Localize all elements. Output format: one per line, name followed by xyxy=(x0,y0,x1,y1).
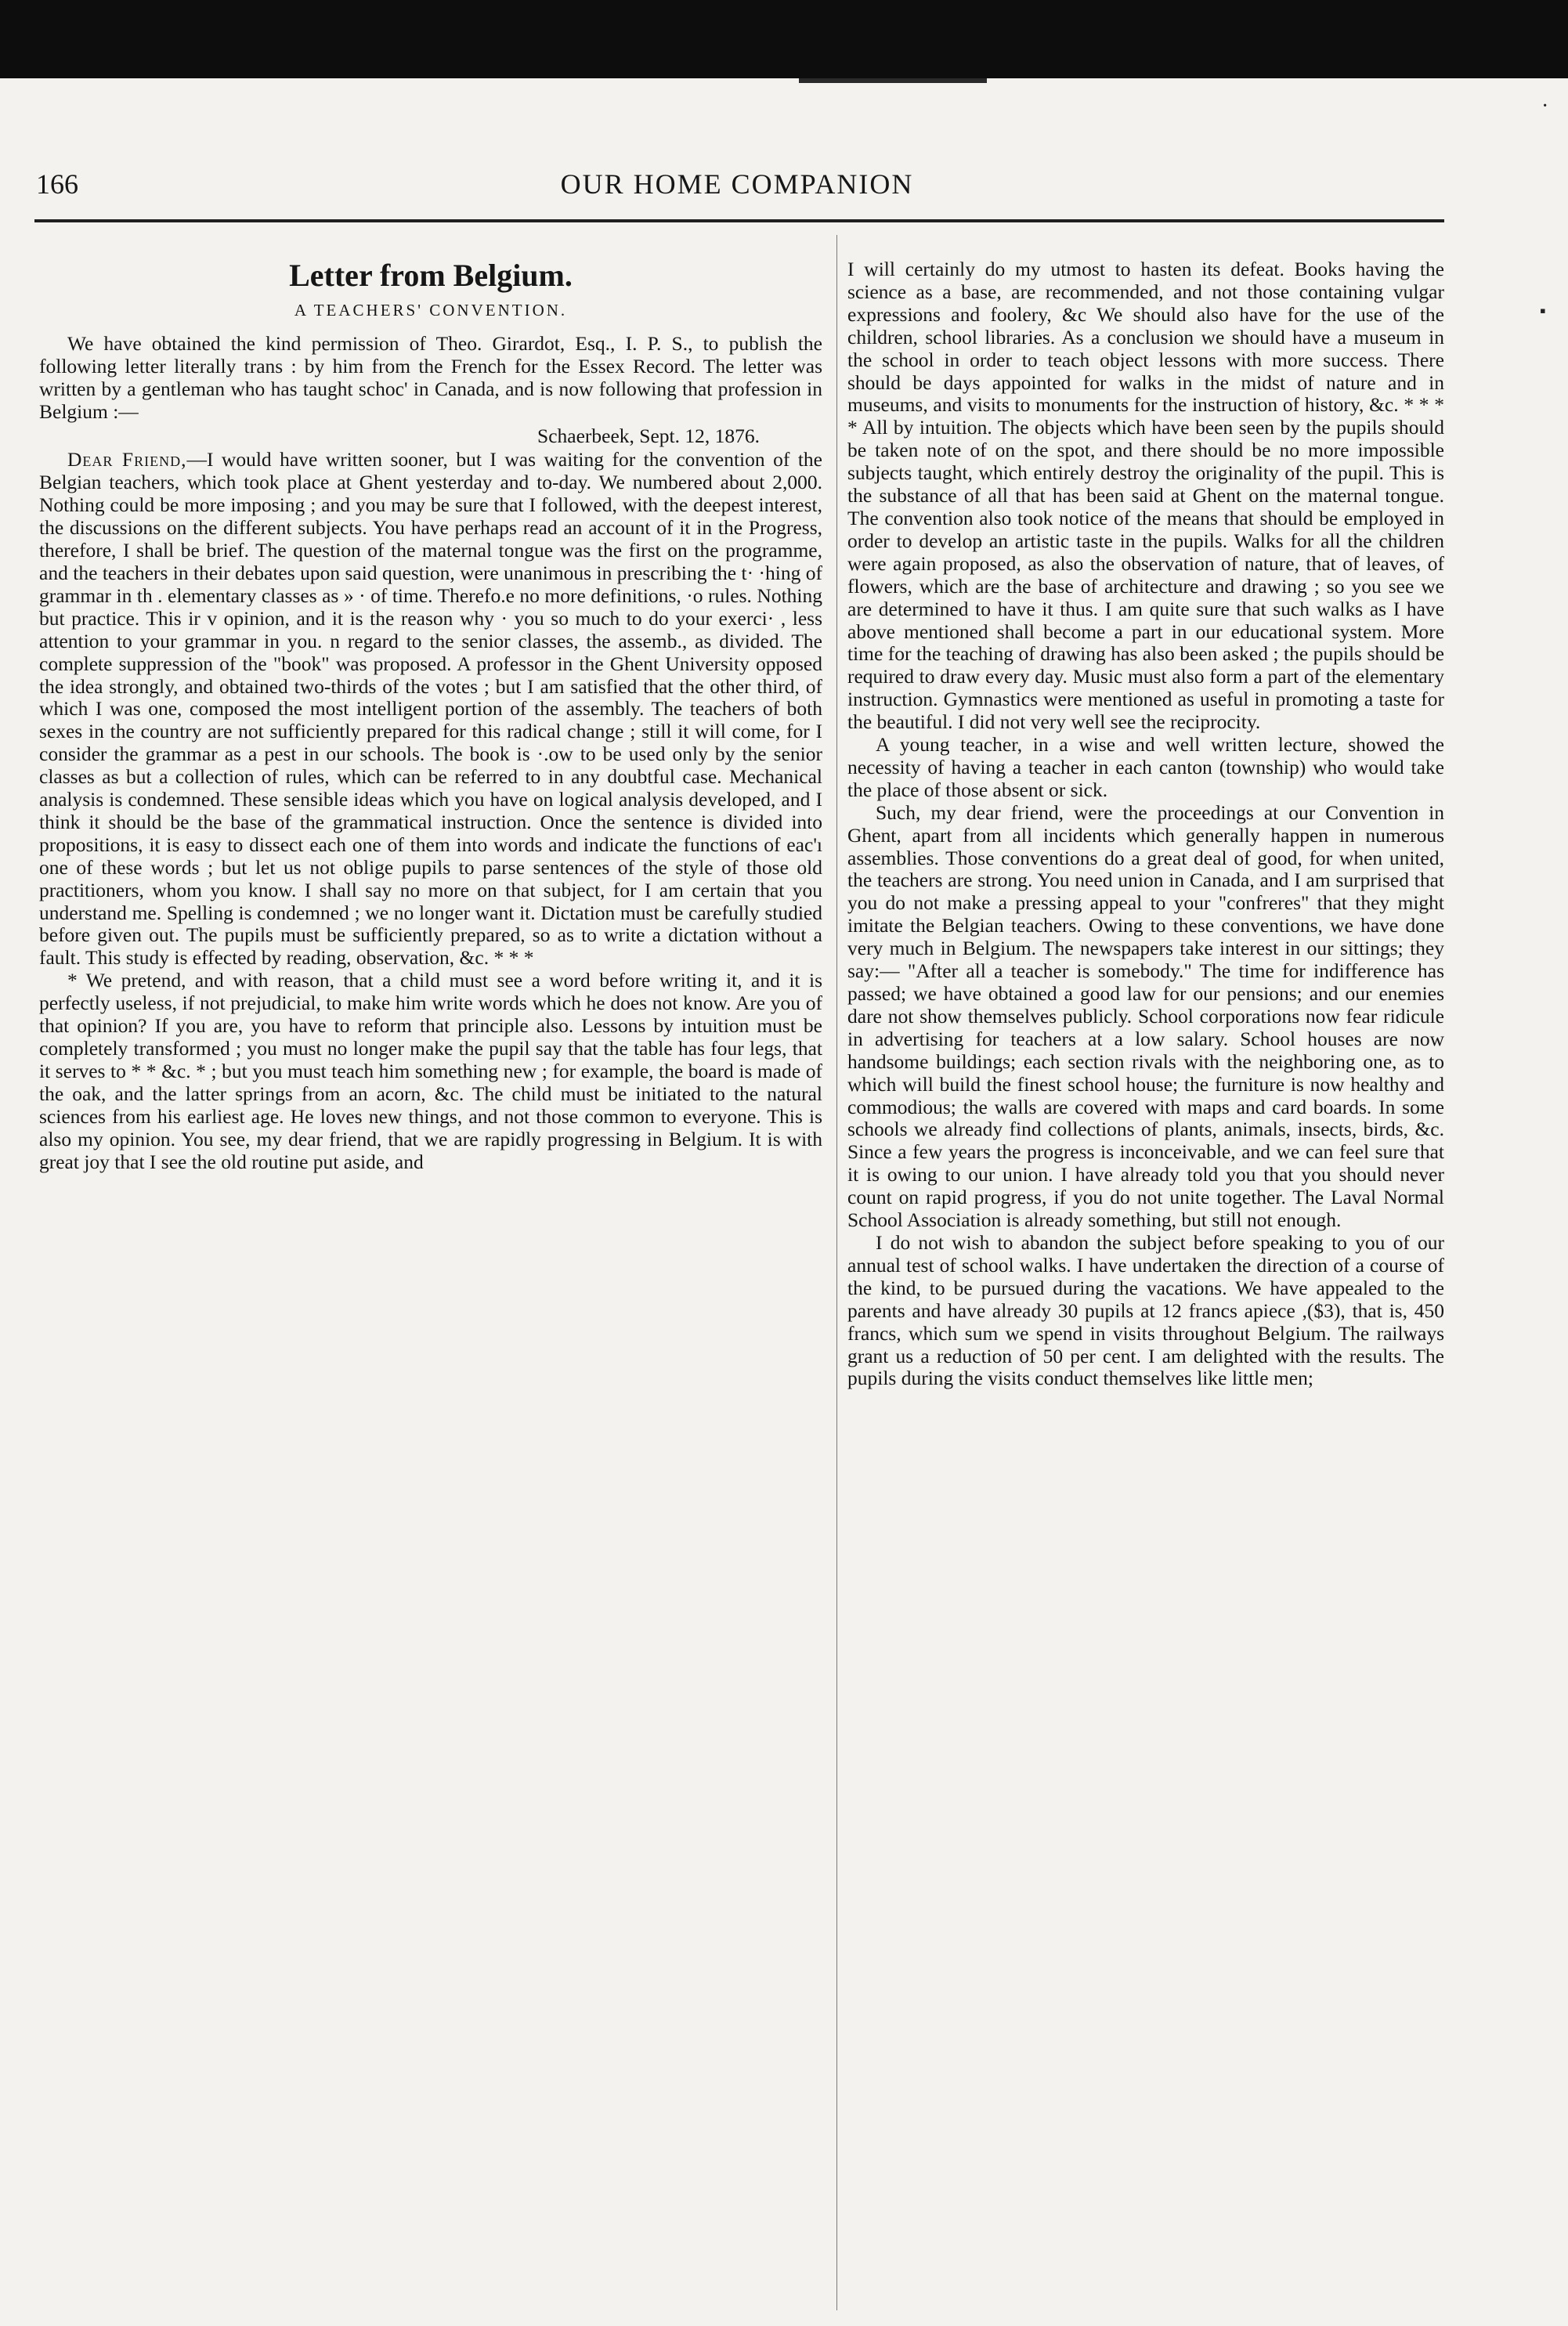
scan-speck: · xyxy=(1541,94,1549,118)
column-divider xyxy=(836,235,837,2310)
letter-paragraph-3: I will certainly do my utmost to hasten its defeat. Books having the science as a base, are recommended, and not those containing vulgar expressions and foolery, &c We should also have for the use of the children, school libraries. As a conclusion we should have a museum in the school in order to teach object lessons with more success. There should be days appointed for walks in the midst of nature and in museums, and visits to monuments for the instruction of history, &c. * * * * All by intuition. The objects which have been seen by the pupils should be taken note of on the spot, and there should be no more impossible subjects taught, which entirely destroy the originality of the pupil. This is the substance of all that has been said at Ghent on the maternal tongue. The convention also took notice of the means that should be employed in order to develop an artistic taste in the pupils. Walks for all the children were again proposed, as also the observation of nature, that of leaves, of flowers, which are the base of architecture and drawing ; so you see we are determined to have it thus. I am quite sure that such walks as I have above mentioned shall become a part in our educational system. More time for the teaching of drawing has also been asked ; the pupils should be required to draw every day. Music must also form a part of the elementary instruction. Gymnastics were mentioned as useful in promoting a taste for the beautiful. I did not very well see the reciprocity. xyxy=(847,258,1444,734)
scan-border-notch xyxy=(799,78,987,83)
letter-paragraph-4: A young teacher, in a wise and well written lecture, showed the necessity of having a teacher in each canton (township) who would take the place of those absent or sick. xyxy=(847,733,1444,801)
running-title: OUR HOME COMPANION xyxy=(560,168,914,200)
scan-speck: ▪ xyxy=(1540,301,1546,320)
page-number: 166 xyxy=(36,168,78,200)
header-rule xyxy=(34,219,1444,222)
scan-top-border xyxy=(0,0,1568,78)
left-column xyxy=(39,258,822,2295)
page-header xyxy=(36,168,1438,210)
letter-paragraph-2: * We pretend, and with reason, that a child must see a word before writing it, and it is perfectly useless, if not prejudicial, to make him write words which he does not know. Are you of that opinion? If you are, you have to reform that principle also. Lessons by intuition must be completely transformed ; you must no longer make the pupil say that the table has four legs, that it serves to * * &c. * ; but you must teach him something new ; for example, the board is made of the oak, and the latter springs from an acorn, &c. The child must be initiated to the natural sciences from his earliest age. He loves new things, and not those common to everyone. This is also my opinion. You see, my dear friend, that we are rapidly progressing in Belgium. It is with great joy that I see the old routine put aside, and xyxy=(39,969,822,1173)
salutation: Dear Friend, xyxy=(67,448,187,471)
intro-paragraph: We have obtained the kind permission of Theo. Girardot, Esq., I. P. S., to publish the following letter literally trans : by him from the French for the Essex Record. The letter was written by a gentleman who has taught schoc' in Canada, and is now following that profession in Belgium :— xyxy=(39,331,822,423)
article-subtitle: A TEACHERS' CONVENTION. xyxy=(294,301,568,320)
letter-paragraph-1-text: —I would have written sooner, but I was waiting for the convention of the Belgian teachers, which took place at Ghent yesterday and to-day. We numbered about 2,000. Nothing could be more imposing ; and you may be sure that I followed, with the deepest interest, the discussions on the different subjects. You have perhaps read an account of it in the Progress, therefore, I shall be brief. The question of the maternal tongue was the first on the programme, and the teachers in their debates upon said question, were unanimous in prescribing the t· ·hing of grammar in th . elementary classes as » · of time. Therefo.e no more definitions, ·o rules. Nothing but practice. This ir v opinion, and it is the reason why · you so much to do your exerci· , less attention to your grammar in you. n regard to the senior classes, the assemb., as divided. The complete suppression of the "book" was proposed. A professor in the Ghent University opposed the idea strongly, and obtained two-thirds of the votes ; but I am satisfied that the other third, of which I was one, composed the most intelligent portion of the assembly. The teachers of both sexes in the country are not sufficiently prepared for this radical change ; still it will come, for I consider the grammar as a pest in our schools. The book is ·.ow to be used only by the senior classes as but a collection of rules, which can be referred to in any doubtful case. Mechanical analysis is condemned. These sensible ideas which you have on logical analysis developed, and I think it should be the base of the grammatical instruction. Once the sentence is divided into propositions, it is easy to dissect each one of them into words and indicate the functions of eac'ı one of these words ; but let us not oblige pupils to parse sentences of the style of those old practitioners, whom you know. I shall say no more on that subject, for I am certain that you understand me. Spelling is condemned ; we no longer want it. Dictation must be carefully studied before given out. The pupils must be sufficiently prepared, so as to write a dictation without a fault. This study is effected by reading, observation, &c. * * * xyxy=(39,448,822,970)
dateline: Schaerbeek, Sept. 12, 1876. xyxy=(537,424,760,447)
letter-paragraph-5: Such, my dear friend, were the proceedings at our Convention in Ghent, apart from all incidents which generally happen in numerous assemblies. Those conventions do a great deal of good, for when united, the teachers are strong. You need union in Canada, and I am surprised that you do not make a pressing appeal to your "confreres" that they might imitate the Belgian teachers. Owing to these conventions, we have done very much in Belgium. The newspapers take interest in our sittings; they say:— "After all a teacher is somebody." The time for indifference has passed; we have obtained a good law for our pensions; and our enemies dare not show themselves publicly. School corporations now fear ridicule in advertising for teachers at a low salary. School houses are now handsome buildings; each section rivals with the neighboring one, as to which will build the finest school house; the furniture is now healthy and commodious; the walls are covered with maps and card boards. In some schools we already find collections of plants, animals, insects, birds, &c. Since a few years the progress is inconceivable, and we can feel sure that it is owing to our union. I have already told you that you should never count on rapid progress, if you do not unite together. The Laval Normal School Association is already something, but still not enough. xyxy=(847,800,1444,1232)
right-column xyxy=(847,258,1444,2295)
article-title: Letter from Belgium. xyxy=(289,258,573,293)
letter-paragraph-6: I do not wish to abandon the subject before speaking to you of our annual test of school walks. I have undertaken the direction of a course of the kind, to be pursued during the vacations. We have appealed to the parents and have already 30 pupils at 12 francs apiece ,($3), that is, 450 francs, which sum we spend in visits throughout Belgium. The railways grant us a reduction of 50 per cent. I am delighted with the results. The pupils during the visits conduct themselves like little men; xyxy=(847,1230,1444,1390)
letter-paragraph-1 xyxy=(39,449,822,970)
